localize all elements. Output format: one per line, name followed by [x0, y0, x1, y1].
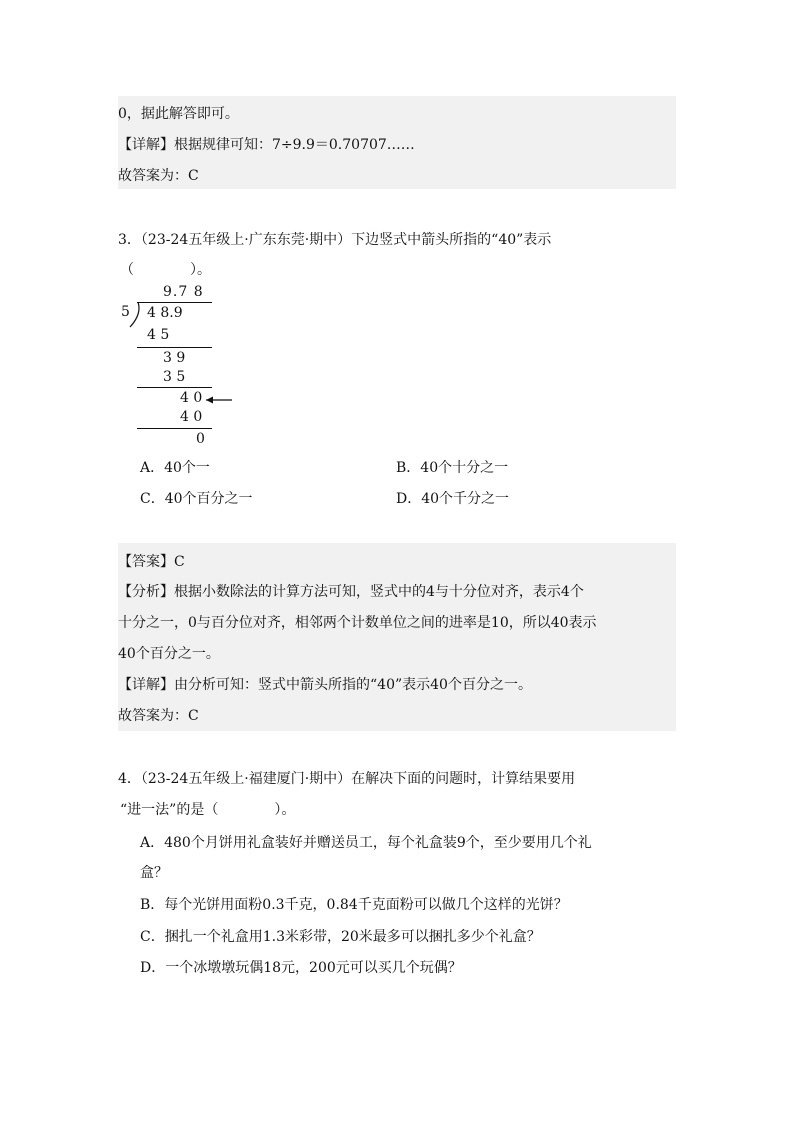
division-line-1	[137, 347, 212, 348]
division-remainder: 0	[196, 431, 205, 447]
arrow-left-icon	[204, 394, 234, 406]
q3-stem-line2: （ ）。	[120, 262, 211, 278]
prev-solution-detail	[118, 134, 415, 154]
q3-option-d: D．40个千分之一	[396, 491, 510, 507]
prev-solution-line1: 0，据此解答即可。	[118, 106, 239, 122]
answer-value: C	[174, 554, 185, 570]
q3-solution-panel	[118, 543, 676, 731]
answer-tag: 【答案】	[118, 554, 174, 570]
q4-option-d: D．一个冰墩墩玩偶18元，200元可以买几个玩偶？	[140, 960, 462, 976]
q4-stem-line1: 4．（23-24五年级上·福建厦门·期中）在解决下面的问题时，计算结果要用	[118, 771, 576, 787]
q3-analysis-line1	[118, 581, 584, 601]
detail-tag: 【详解】	[118, 137, 174, 153]
q3-final: 故答案为：C	[118, 708, 199, 724]
q3-option-a: A．40个一	[140, 460, 210, 476]
q3-option-b: B．40个十分之一	[396, 460, 509, 476]
q3-analysis-line2: 十分之一，0与百分位对齐，相邻两个计数单位之间的进率是10，所以40表示	[118, 615, 597, 631]
q3-stem-line1: 3．（23-24五年级上·广东东莞·期中）下边竖式中箭头所指的“40”表示	[118, 232, 552, 248]
division-row-40: 4 0	[180, 409, 203, 425]
division-line-3	[137, 428, 212, 429]
analysis-tag: 【分析】	[118, 584, 174, 600]
analysis-text-1: 根据小数除法的计算方法可知，竖式中的4与十分位对齐，表示4个	[174, 584, 584, 600]
q3-option-c: C．40个百分之一	[140, 491, 253, 507]
division-quotient: 9.7 8	[163, 284, 204, 300]
q3-answer	[118, 551, 185, 571]
division-top-line	[137, 302, 212, 303]
division-row-39: 3 9	[163, 350, 186, 366]
q3-analysis-line3: 40个百分之一。	[118, 646, 220, 662]
q4-stem-line2: “进一法”的是（ ）。	[120, 802, 296, 818]
detail-text: 根据规律可知：7÷9.9＝0.70707……	[174, 137, 415, 153]
division-line-2	[137, 387, 212, 388]
q4-option-c: C．捆扎一个礼盒用1.3米彩带，20米最多可以捆扎多少个礼盒？	[140, 929, 541, 945]
division-row-40-arrow: 4 0	[180, 390, 203, 406]
q4-option-b: B．每个光饼用面粉0.3千克，0.84千克面粉可以做几个这样的光饼？	[140, 897, 568, 913]
q4-option-a-line1: A．480个月饼用礼盒装好并赠送员工，每个礼盒装9个，至少要用几个礼	[140, 835, 592, 851]
division-bracket	[129, 302, 141, 328]
q3-detail	[118, 674, 532, 694]
division-dividend: 4 8.9	[147, 305, 183, 321]
division-row-35: 3 5	[163, 369, 186, 385]
q4-option-a-line2: 盒？	[140, 865, 168, 881]
division-divisor: 5	[121, 304, 130, 320]
prev-solution-panel	[118, 96, 676, 189]
division-row-45: 4 5	[147, 327, 170, 343]
prev-solution-final: 故答案为：C	[118, 168, 199, 184]
detail-text-q3: 由分析可知：竖式中箭头所指的“40”表示40个百分之一。	[174, 677, 532, 693]
detail-tag-q3: 【详解】	[118, 677, 174, 693]
